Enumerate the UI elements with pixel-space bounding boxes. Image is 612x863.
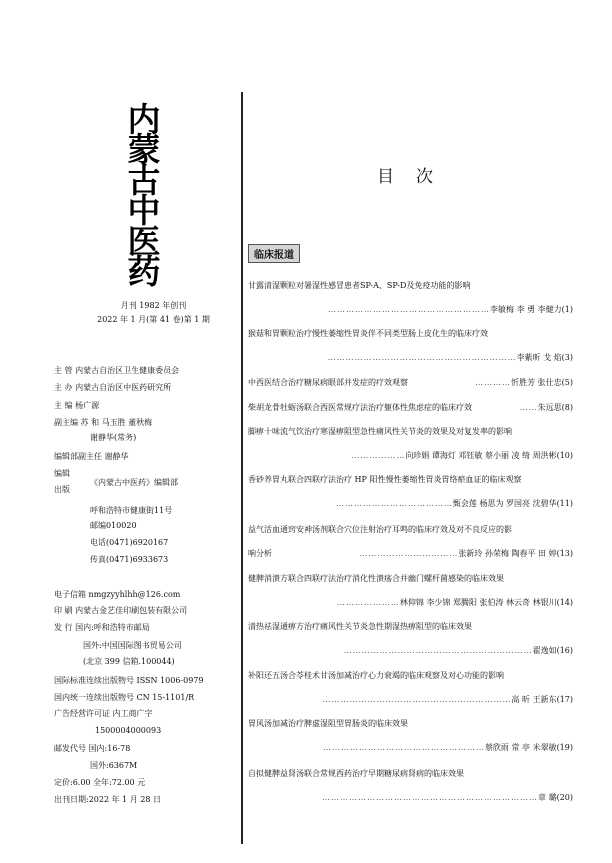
info-deputy-editors-2: 谢静华(常务) <box>90 433 137 442</box>
info-chief-editor: 主 编 杨广源 <box>54 401 100 410</box>
dot-leader: ……………………………………………… <box>322 743 485 752</box>
toc-entry-authors: 李敏梅 李 勇 李健力(1) <box>490 305 573 314</box>
toc-entry-title[interactable]: 脚痹十味流气饮治疗寒湿痹阻型急性痛风性关节炎的效果及对复发率的影响 <box>248 427 512 436</box>
info-printer: 印 刷 内蒙古金艺佳印刷包装有限公司 <box>54 606 188 615</box>
dot-leader: ………………… <box>336 598 400 607</box>
dot-leader: ……………………………………………………… <box>343 646 533 655</box>
info-phone: 电话(0471)6920167 <box>90 538 169 547</box>
info-distribution: 发 行 国内:呼和浩特市邮局 <box>54 623 150 632</box>
toc-entry-title[interactable]: 益气活血通窍安神汤剂联合穴位注射治疗耳鸣的临床疗效及对不良反应的影 <box>248 525 512 534</box>
dot-leader: ……………… <box>351 451 406 460</box>
info-distribution-abroad: 国外:中国国际图书贸易公司 <box>83 641 182 650</box>
info-ad-license-number: 1500004000093 <box>95 726 162 735</box>
info-email: 电子信箱 nmgzyyhlhh@126.com <box>54 590 181 599</box>
info-postal-code-abroad: 国外:6367M <box>90 761 138 770</box>
toc-entry-title[interactable]: 自拟健脾益肾汤联合常规西药治疗早期糖尿病肾病的临床效果 <box>248 769 464 778</box>
toc-entry-title[interactable]: 香砂养胃丸联合四联疗法治疗 HP 阳性慢性萎缩性胃炎胃络瘀血证的临床观察 <box>248 475 522 484</box>
info-postcode: 邮编010020 <box>90 521 137 530</box>
issue-line: 2022 年 1 月(第 41 卷)第 1 期 <box>97 315 210 324</box>
toc-entry-authors: 张新玲 孙荣梅 陶春平 田 婷(13) <box>458 549 573 558</box>
toc-entry-authors: 向珍娟 谭海灯 邓钰敏 蔡小丽 凌 绮 周洪彬(10) <box>405 451 573 460</box>
info-publish-date: 出刊日期:2022 年 1 月 28 日 <box>54 795 162 804</box>
info-price: 定价:6.00 全年:72.00 元 <box>54 778 146 787</box>
dot-leader: ……………………………………………………… <box>322 695 512 704</box>
toc-heading: 目次 <box>377 167 455 187</box>
toc-entry-title[interactable]: 清热祛湿通痹方治疗痛风性关节炎急性期湿热痹阻型的临床效果 <box>248 622 472 631</box>
journal-title <box>122 100 166 291</box>
title-char: 蒙 <box>127 130 161 170</box>
section-tag: 临床报道 <box>248 244 300 263</box>
toc-entry-title[interactable]: 中西医结合治疗糖尿病眼部并发症的疗效观察 <box>248 378 408 387</box>
toc-entry-authors: 翟逸如(16) <box>532 646 573 655</box>
title-char: 药 <box>127 251 161 291</box>
toc-entry-title[interactable]: 猴菇和胃颗粒治疗慢性萎缩性胃炎伴不同类型肠上皮化生的临床疗效 <box>248 329 488 338</box>
info-sponsor: 主 办 内蒙古自治区中医药研究所 <box>54 383 172 392</box>
toc-entry-authors: 李紫昕 戈 焰(3) <box>516 353 573 362</box>
toc-entry-authors: 朱远思(8) <box>537 403 573 412</box>
toc-entry-title[interactable]: 柴胡龙骨牡蛎汤联合西医常规疗法治疗躯体性焦虑症的临床疗效 <box>248 403 472 412</box>
dot-leader: ………… <box>475 378 512 387</box>
info-issn: 国际标准连续出版物号 ISSN 1006-0979 <box>54 676 204 685</box>
info-ad-license: 广告经营许可证 内工商广字 <box>54 709 153 718</box>
dot-leader: ……………………………………………… <box>328 305 491 314</box>
toc-entry-title[interactable]: 补阳还五汤合苓桂术甘汤加减治疗心力衰竭的临床观察及对心功能的影响 <box>248 671 504 680</box>
dot-leader: ………………………………… <box>335 499 453 508</box>
toc-entry-title[interactable]: 甘露清湿颗粒对暑湿性感冒患者SP-A、SP-D及免疫功能的影响 <box>248 281 471 290</box>
toc-entry-authors: 忻胜芳 张仕忠(5) <box>511 378 573 387</box>
toc-entry-title[interactable]: 健脾消溃方联合四联疗法治疗消化性溃疡合并幽门螺杆菌感染的临床效果 <box>248 574 504 583</box>
dot-leader: …………………………… <box>359 549 459 558</box>
dot-leader: ……………………………………………………………… <box>322 793 539 802</box>
info-deputy-director: 编辑部副主任 谢静华 <box>54 452 129 461</box>
toc-entry-authors: 甄会莲 杨思为 罗国亮 沈碧华(11) <box>452 499 573 508</box>
info-publisher: 《内蒙古中医药》编辑部 <box>90 478 178 487</box>
info-publishing-label: 出版 <box>54 485 70 494</box>
toc-entry-authors: 高 昕 王新东(17) <box>511 695 573 704</box>
info-deputy-editors: 副主编 苏 和 马玉胜 董秋梅 <box>54 418 153 427</box>
toc-entry-authors: 林仰锦 李少锦 郑腾阳 张伯涛 林云奇 林银川(14) <box>399 598 573 607</box>
frequency-line: 月刊 1982 年创刊 <box>120 301 187 310</box>
info-editing-label: 编辑 <box>54 469 70 478</box>
dot-leader: ……………………………………………………… <box>327 353 517 362</box>
toc-entry-title-cont[interactable]: 响分析 <box>248 549 272 558</box>
title-char: 内 <box>127 100 161 139</box>
dot-leader: …… <box>519 403 538 412</box>
toc-entry-title[interactable]: 胃风汤加减治疗脾虚湿阻型胃肠炎的临床效果 <box>248 719 408 728</box>
title-char: 中 <box>127 191 161 231</box>
info-cn: 国内统一连续出版物号 CN 15-1101/R <box>54 693 195 702</box>
info-fax: 传真(0471)6933673 <box>90 555 169 564</box>
toc-entry-authors: 蔡欣雨 常 亭 米翠敏(19) <box>484 743 573 752</box>
toc-entry-authors: 章 璐(20) <box>538 793 573 802</box>
info-distribution-address: (北京 399 信箱.100044) <box>83 657 175 666</box>
info-postal-code-domestic: 邮发代号 国内:16-78 <box>54 744 131 753</box>
title-char: 古 <box>127 160 161 200</box>
column-divider <box>241 92 243 844</box>
info-supervisor: 主 管 内蒙古自治区卫生健康委员会 <box>54 366 180 375</box>
title-char: 医 <box>127 221 161 261</box>
info-address: 呼和浩特市健康街11号 <box>90 506 173 515</box>
